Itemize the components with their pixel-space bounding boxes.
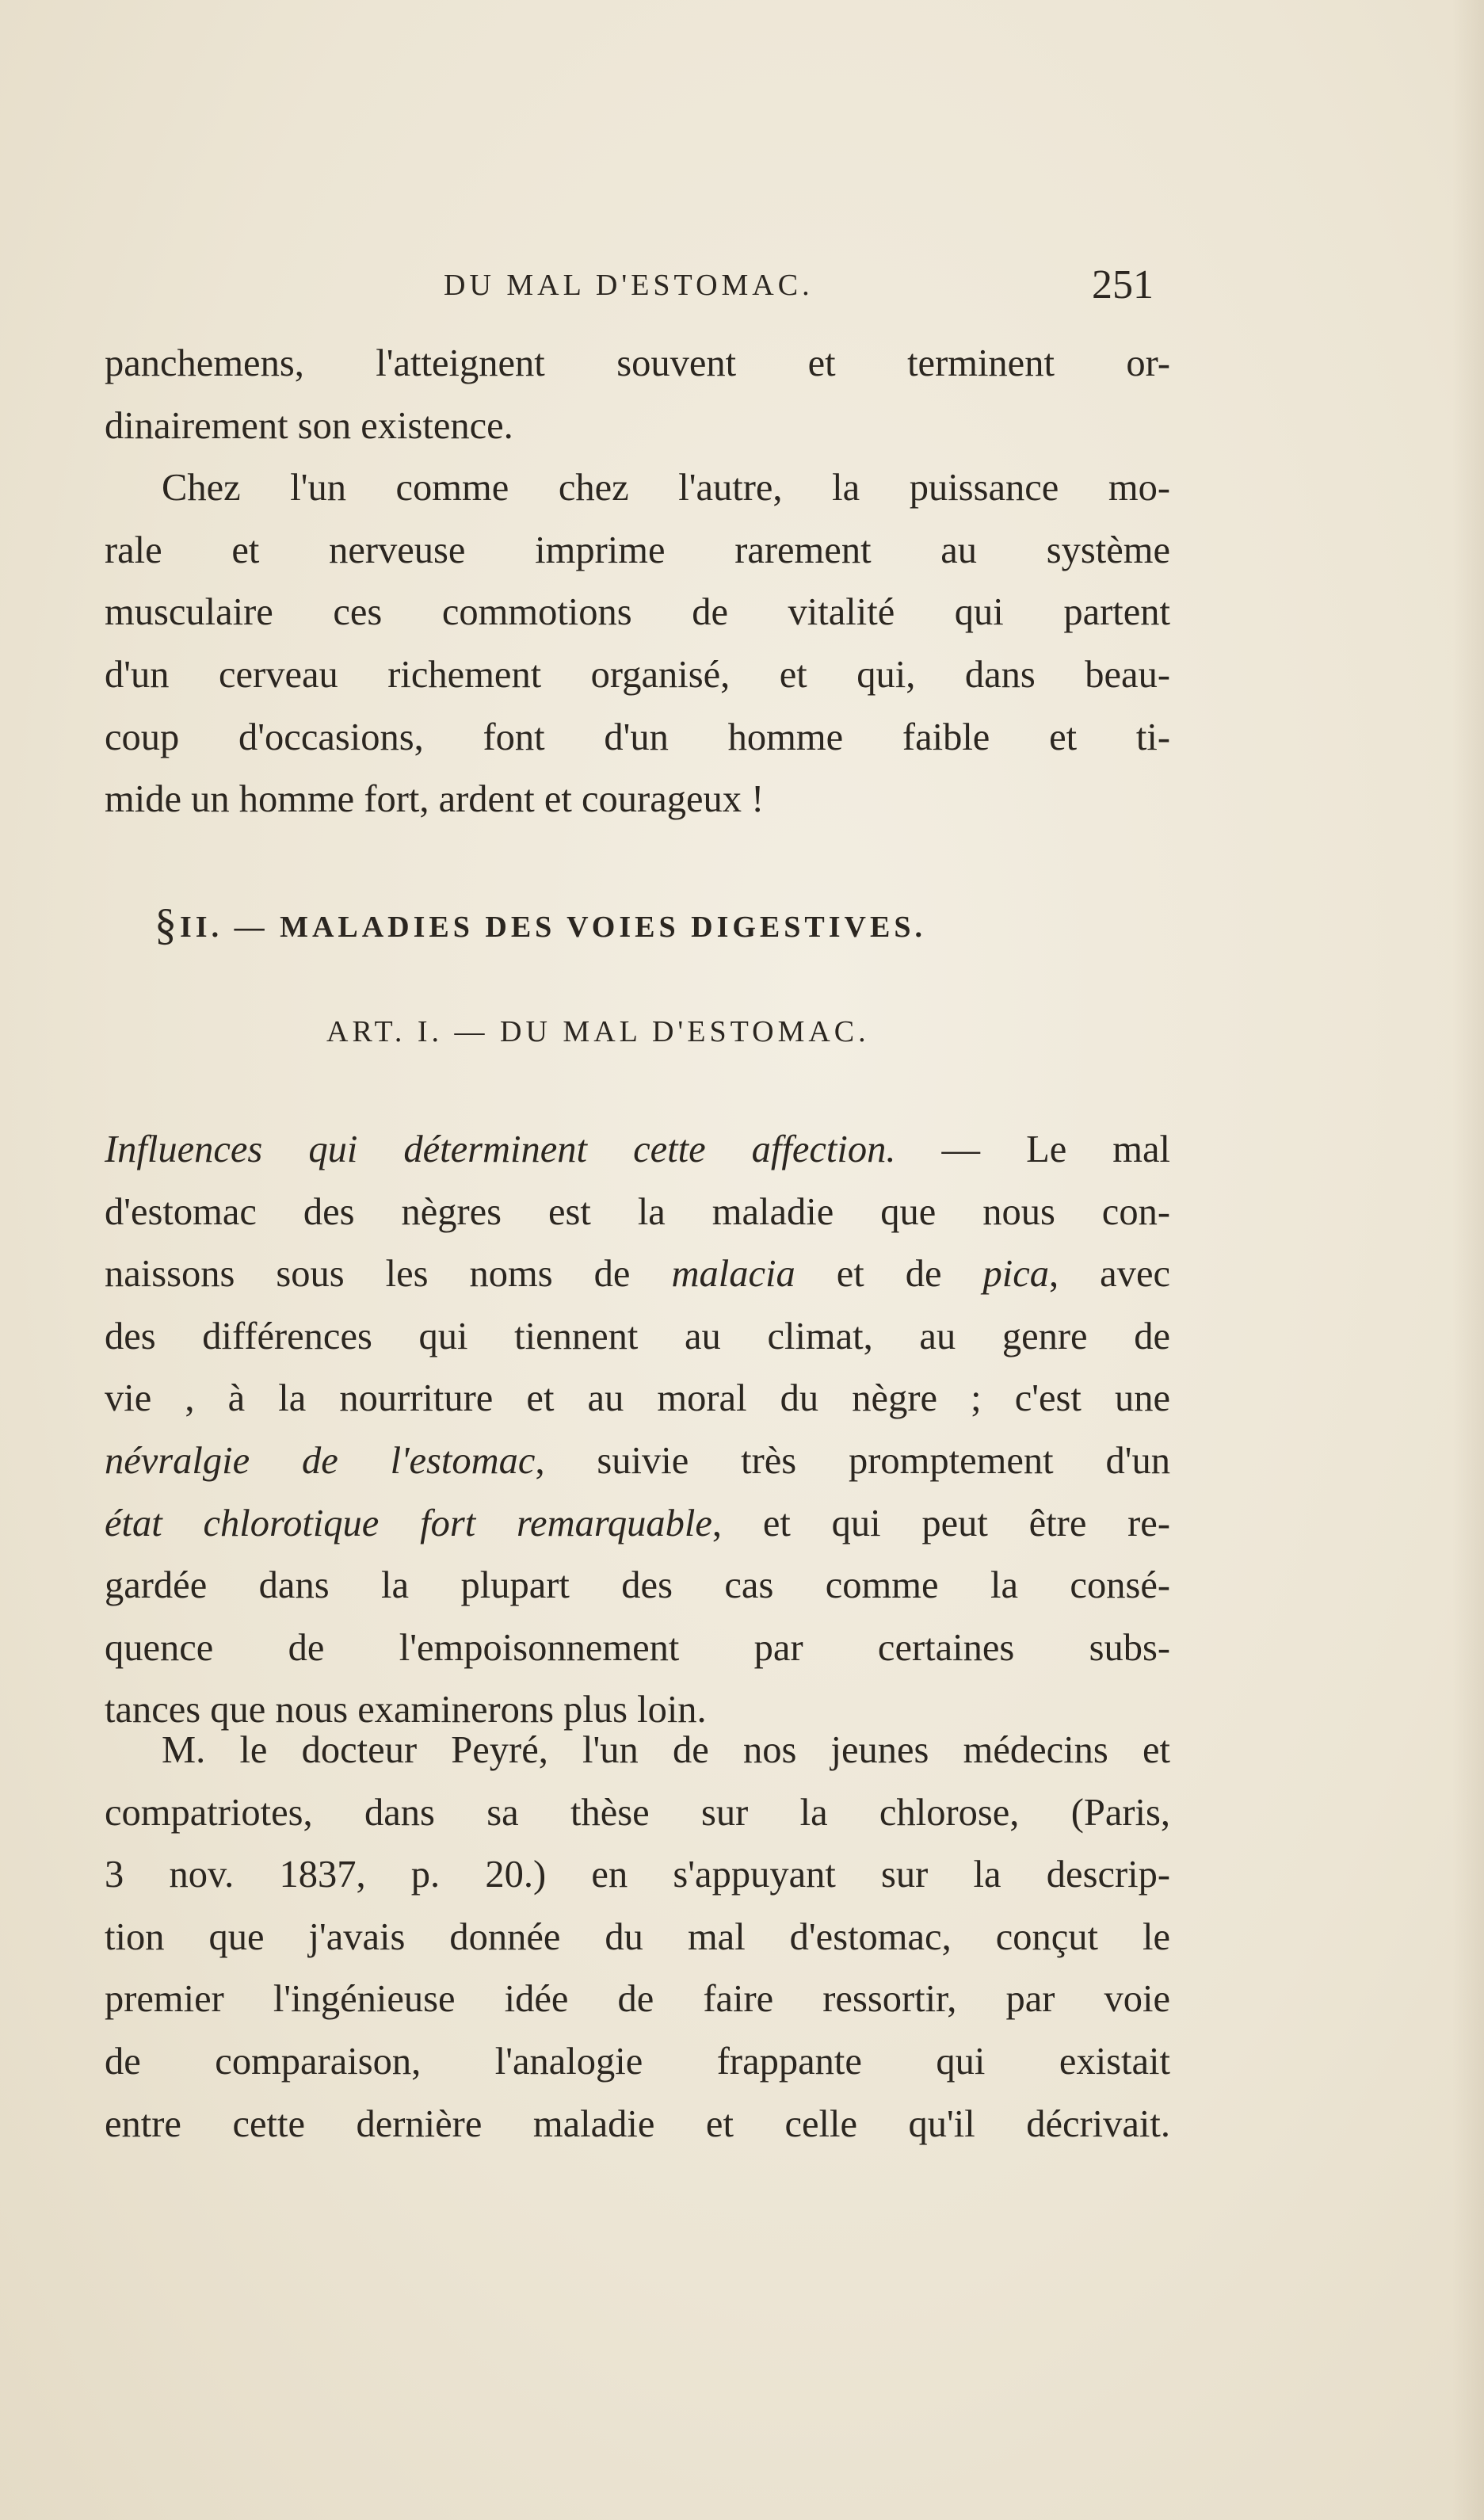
- text-line: [105, 1119, 1170, 1182]
- text-run: , et qui peut être re-: [711, 1502, 1170, 1544]
- article-heading: ART. I. — DU MAL D'ESTOMAC.: [326, 1015, 870, 1048]
- text-run: et de: [795, 1253, 983, 1296]
- text-run: — Le mal: [895, 1128, 1170, 1170]
- text-run: naissons sous les noms de: [105, 1253, 672, 1296]
- text-line: dinairement son existence.: [105, 404, 513, 447]
- text-line: mide un homme fort, ardent et courageux !: [105, 778, 765, 821]
- text-block-top: [105, 333, 1170, 831]
- text-line: tion que j'avais donnée du mal d'estomac, conçut le: [105, 1915, 1170, 1958]
- text-line: [105, 1493, 1170, 1556]
- text-line: [105, 1430, 1170, 1493]
- italic-run: malacia: [671, 1253, 795, 1296]
- running-head: [444, 262, 1173, 309]
- text-block-middle: [105, 1119, 1170, 1742]
- text-line: vie , à la nourriture et au moral du nègre ; c'est une: [105, 1377, 1170, 1420]
- text-line: gardée dans la plupart des cas comme la consé-: [105, 1564, 1170, 1607]
- text-line: M. le docteur Peyré, l'un de nos jeunes médecins et: [162, 1729, 1170, 1771]
- text-line: quence de l'empoisonnement par certaines subs-: [105, 1626, 1170, 1669]
- text-line: tances que nous examinerons plus loin.: [105, 1689, 707, 1732]
- italic-run: Influences qui déterminent cette affection.: [105, 1128, 896, 1170]
- text-line: compatriotes, dans sa thèse sur la chlorose, (Paris,: [105, 1791, 1170, 1834]
- text-run: , avec: [1049, 1253, 1170, 1296]
- text-line: coup d'occasions, font d'un homme faible et ti-: [105, 716, 1170, 758]
- running-title: DU MAL D'ESTOMAC.: [444, 269, 814, 302]
- text-line: premier l'ingénieuse idée de faire ressortir, par voie: [105, 1978, 1170, 2021]
- italic-run: état chlorotique fort remarquable: [105, 1502, 712, 1544]
- text-line: rale et nerveuse imprime rarement au système: [105, 529, 1170, 571]
- text-run: , suivie très promptement d'un: [535, 1439, 1170, 1482]
- section-sign: §: [155, 900, 177, 949]
- text-line: [105, 1243, 1170, 1306]
- text-line: 3 nov. 1837, p. 20.) en s'appuyant sur la descrip-: [105, 1854, 1170, 1896]
- text-line: musculaire ces commotions de vitalité qui partent: [105, 591, 1170, 634]
- text-block-bottom: [105, 1720, 1170, 2155]
- text-line: entre cette dernière maladie et celle qu'il décrivait.: [105, 2102, 1170, 2145]
- section-title: II. — MALADIES DES VOIES DIGESTIVES.: [180, 911, 926, 944]
- text-line: panchemens, l'atteignent souvent et terminent or-: [105, 342, 1170, 384]
- text-line: des différences qui tiennent au climat, au genre de: [105, 1315, 1170, 1357]
- page-edge-shadow: [1452, 0, 1484, 2520]
- italic-run: pica: [982, 1253, 1050, 1296]
- text-line: d'un cerveau richement organisé, et qui, dans beau-: [105, 653, 1170, 696]
- text-line: de comparaison, l'analogie frappante qui existait: [105, 2040, 1170, 2083]
- section-heading: [155, 899, 1121, 955]
- italic-run: névralgie de l'estomac: [105, 1439, 536, 1482]
- page-number: 251: [1092, 262, 1154, 307]
- text-line: Chez l'un comme chez l'autre, la puissance mo-: [162, 467, 1170, 510]
- text-line: d'estomac des nègres est la maladie que nous con-: [105, 1190, 1170, 1233]
